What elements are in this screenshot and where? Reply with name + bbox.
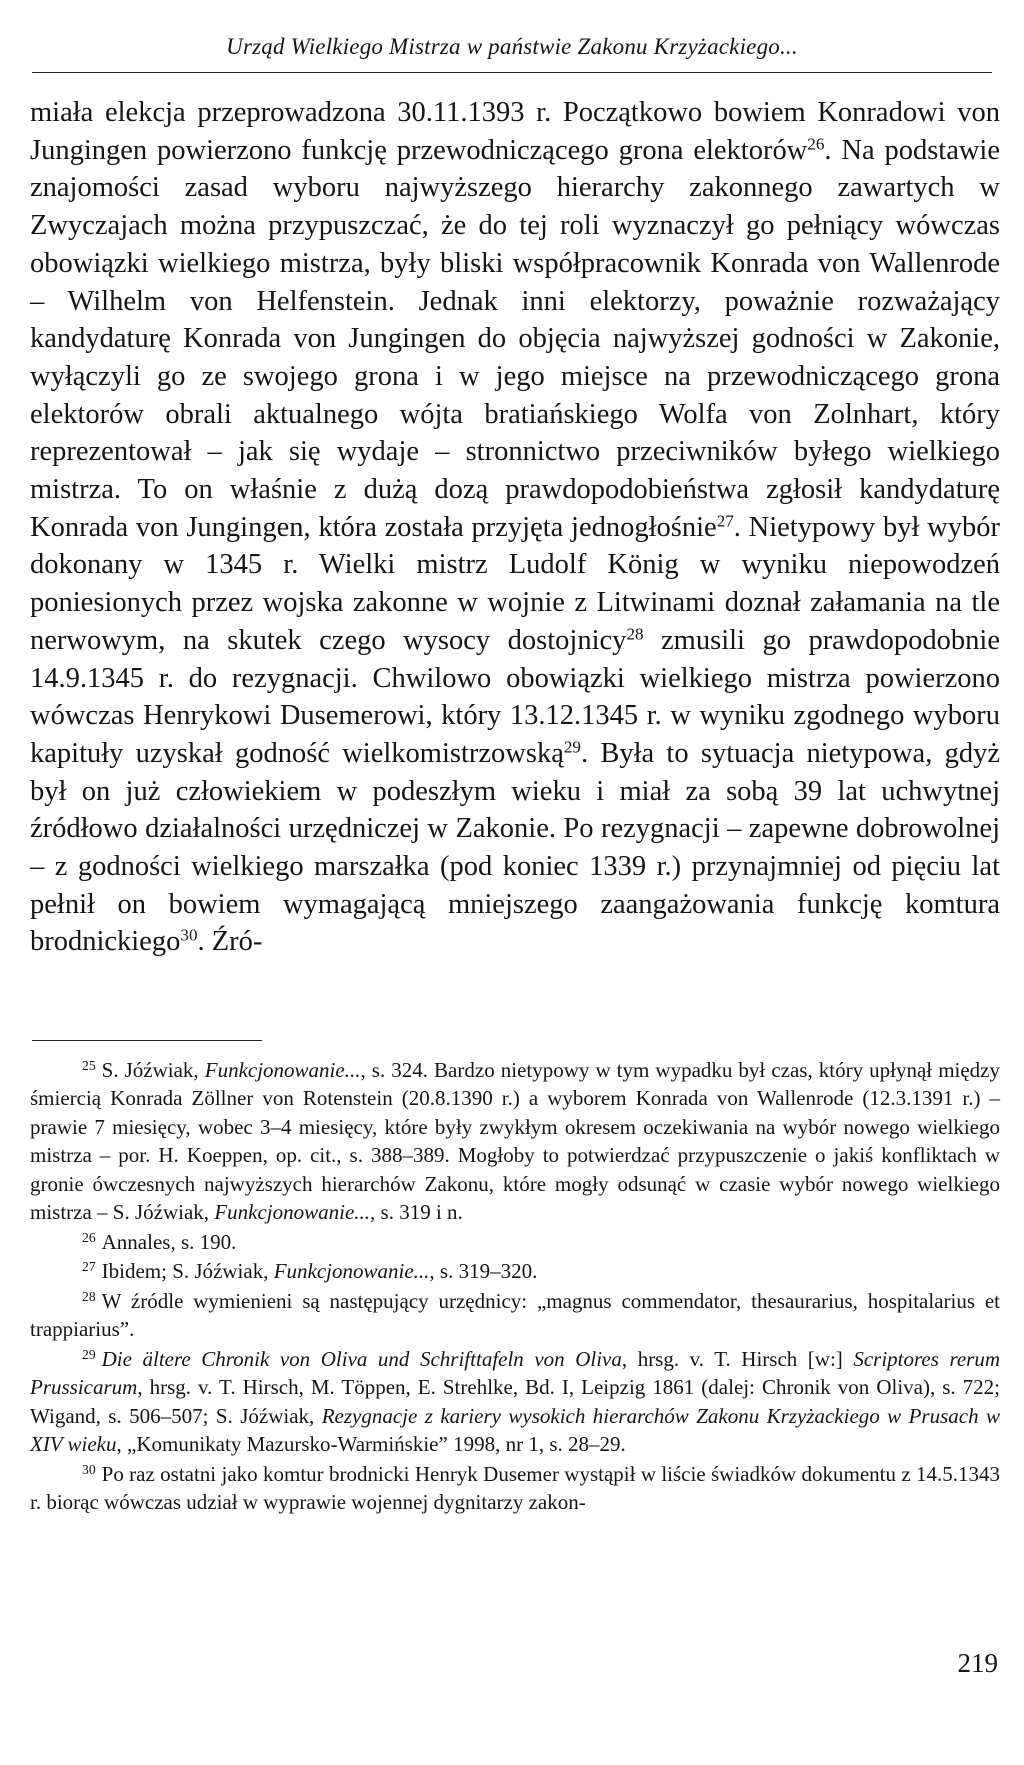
footnote-text: S. Jóźwiak, [101,1058,205,1082]
footnote-26 [30,1228,1000,1256]
body-segment: . Na podstawie znajomości zasad wyboru najwyższego hierarchy zakonnego zawartych w Zwyczajach można przypuszczać, że do tej roli wyznaczył go pełniący wówczas obowiązki wielkiego mistrza, były bliski współpracownik Konrada von Wallenrode – Wilhelm von Helfenstein. Jednak inni elektorzy, poważnie rozważający kandydaturę Konrada von Jungingen do objęcia najwyższej godności w Zakonie, wyłączyli go ze swojego grona i w jego miejsce na przewodniczącego grona elektorów obrali aktualnego wójta bratiańskiego Wolfa von Zolnhart, który reprezentował – jak się wydaje – stronnictwo przeciwników byłego wielkiego mistrza. To on właśnie z dużą dozą prawdopodobieństwa zgłosił kandydaturę Konrada von Jungingen, która została przyjęta jednogłośnie [30,134,1001,543]
footnote-ref-29[interactable]: 29 [563,737,581,757]
footnote-title: Scriptores rerum Prussicarum [30,1346,1000,1400]
footnote-number: 27 [82,1259,96,1275]
footnote-ref-27[interactable]: 27 [716,511,734,531]
body-segment: zmusili go prawdopodobnie 14.9.1345 r. do rezygnacji. Chwilowo obowiązki wielkiego mistrza powierzono wówczas Henrykowi Dusemerowi, który 13.12.1345 r. w wyniku zgodnego wyboru kapituły uzyskał godność wielkomistrzowską [30,624,1000,769]
footnote-text: Ibidem; S. Jóźwiak, [101,1259,274,1284]
footnote-title: Funkcjonowanie... [204,1058,361,1082]
footnote-text: W źródle wymienieni są następujący urzędnicy: „magnus commendator, thesaurarius, hospitalarius et trappiarius”. [30,1288,1000,1342]
footnote-text: Annales, s. 190. [101,1229,237,1254]
body-segment: miała elekcja przeprowadzona 30.11.1393 r. Początkowo bowiem Konradowi von Jungingen powierzono funkcję przewodniczącego grona elektorów [30,97,1000,166]
footnote-25 [30,1056,1000,1226]
footnote-text: , „Komunikaty Mazursko-Warmińskie” 1998, nr 1, s. 28–29. [116,1432,626,1457]
footnote-ref-30[interactable]: 30 [180,926,198,946]
page-number: 219 [957,1648,998,1678]
footnote-title: Funkcjonowanie... [214,1200,371,1225]
footnote-ref-28[interactable]: 28 [626,624,644,644]
footnote-title: Rezygnacje z kariery wysokich hierarchów Zakonu Krzyżackiego w Prusach w XIV wieku [30,1403,1001,1457]
footnote-title: Funkcjonowanie... [273,1259,430,1284]
footnote-28 [30,1287,1000,1344]
footnote-text: , hrsg. v. T. Hirsch [w:] [621,1346,854,1371]
body-segment: . Nietypowy był wybór dokonany w 1345 r. Wielki mistrz Ludolf König w wyniku niepowodzeń poniesionych przez wojska zakonne w wojnie z Litwinami doznał załamania na tle nerwowym, na skutek czego wysocy dostojnicy [30,511,1001,656]
main-text [30,94,1000,961]
footnote-number: 29 [82,1347,96,1362]
footnote-text: , s. 319–320. [429,1259,538,1284]
footnote-number: 25 [82,1058,96,1074]
footnote-number: 30 [82,1461,96,1477]
footnote-27 [30,1257,1000,1285]
footnote-text: , s. 319 i n. [370,1200,463,1225]
footnote-number: 28 [82,1289,96,1304]
footnote-separator [32,1040,262,1041]
footnote-30 [30,1460,1000,1517]
body-segment: . Źró- [197,926,263,958]
body-segment: . Była to sytuacja nietypowa, gdyż był on już człowiekiem w podeszłym wieku i miał za sobą 39 lat uchwytnej źródłowo działalności urzędniczej w Zakonie. Po rezygnacji – zapewne dobrowolnej – z godności wielkiego marszałka (pod koniec 1339 r.) przynajmniej od pięciu lat pełnił on bowiem wymagającą mniejszego zaangażowania funkcję komtura brodnickiego [30,737,1000,958]
running-head: Urząd Wielkiego Mistrza w państwie Zakonu Krzyżackiego... [226,34,798,59]
footnote-title: Die ältere Chronik von Oliva und Schrifttafeln von Oliva [101,1346,622,1371]
footnote-29 [30,1345,1000,1459]
footnote-text: Po raz ostatni jako komtur brodnicki Henryk Dusemer wystąpił w liście świadków dokumentu z 14.5.1343 r. biorąc wówczas udział w wyprawie wojennej dygnitarzy zakon- [30,1461,1000,1515]
footnotes [30,1056,1000,1518]
footnote-number: 26 [82,1229,96,1245]
footnote-ref-26[interactable]: 26 [807,134,825,154]
footnote-text: , hrsg. v. T. Hirsch, M. Töppen, E. Strehlke, Bd. I, Leipzig 1861 (dalej: Chronik von Oliva), s. 722; Wigand, s. 506–507; S. Jóźwiak, [30,1375,1000,1428]
header-rule [32,72,992,73]
footnote-text: , s. 324. Bardzo nietypowy w tym wypadku był czas, który upłynął między śmiercią Konrada Zöllner von Rotenstein (20.8.1390 r.) a wyborem Konrada von Wallenrode (12.3.1391 r.) – prawie 7 miesięcy, wobec 3–4 miesięcy, które były zwykłym okresem oczekiwania na wybór nowego wielkiego mistrza – por. H. Koeppen, op. cit., s. 388–389. Mogłoby to potwierdzać przypuszczenie o jakiś konfliktach w gronie ówczesnych najwyższych hierarchów Zakonu, które mogły odsunąć w czasie wybór nowego wielkiego mistrza – S. Jóźwiak, [30,1058,1000,1225]
